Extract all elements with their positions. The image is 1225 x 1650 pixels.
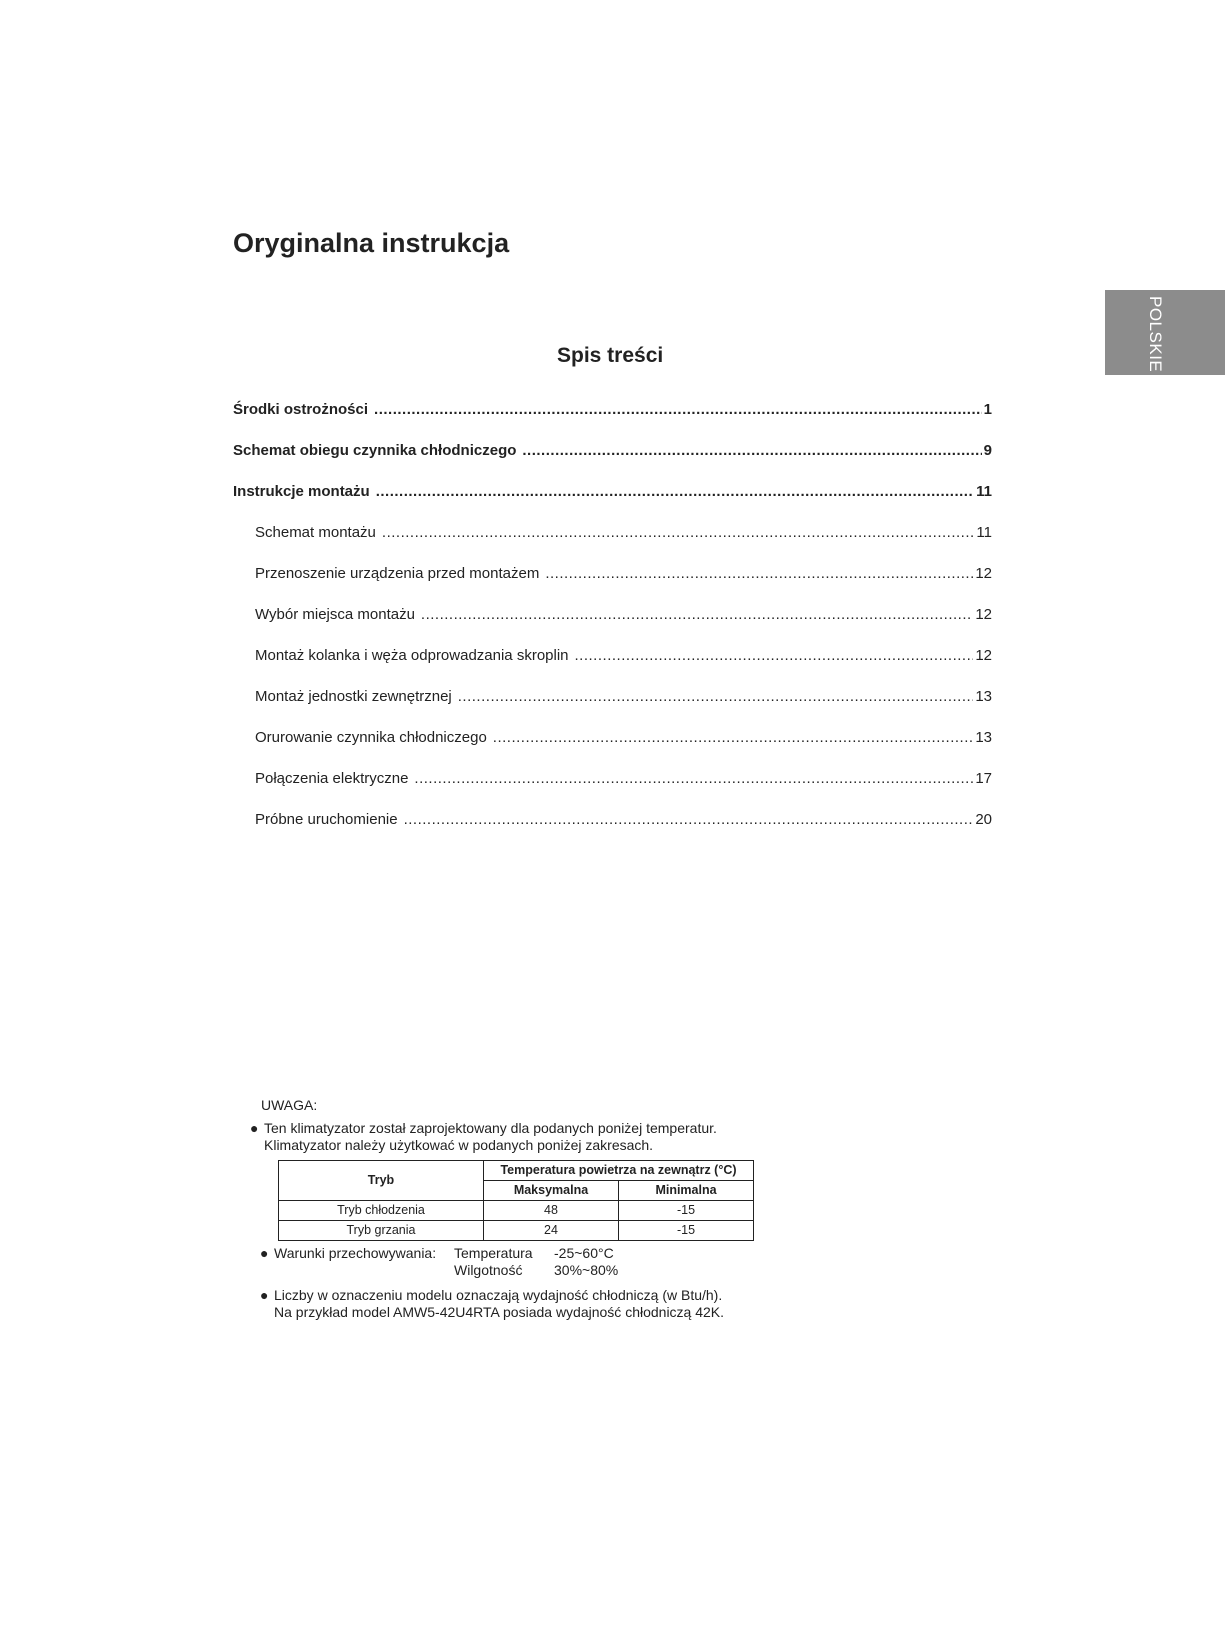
table-header-mode: Tryb: [279, 1161, 484, 1201]
toc-entry-page: 9: [983, 442, 992, 459]
toc-entry-label: Montaż kolanka i węża odprowadzania skroplin: [255, 647, 569, 664]
toc-entry-page: 20: [975, 811, 992, 828]
storage-humidity-value: 30%~80%: [554, 1262, 619, 1278]
toc-entry-page: 12: [975, 647, 992, 664]
toc-subentry[interactable]: [233, 565, 992, 606]
note-title: UWAGA:: [261, 1097, 318, 1113]
toc-entry-page: 17: [975, 770, 992, 787]
bullet-icon: ●: [260, 1287, 269, 1303]
toc-subentry[interactable]: [233, 729, 992, 770]
toc-leader-dots: [382, 524, 975, 542]
storage-humidity-label: Wilgotność: [454, 1262, 523, 1278]
toc-entry-page: 12: [975, 606, 992, 623]
toc-entry-page: 11: [976, 524, 992, 541]
table-cell: Tryb chłodzenia: [279, 1201, 484, 1221]
bullet-icon: ●: [260, 1245, 269, 1261]
toc-entry[interactable]: [233, 401, 992, 442]
toc-entry-label: Połączenia elektryczne: [255, 770, 409, 787]
toc-entry-label: Montaż jednostki zewnętrznej: [255, 688, 452, 705]
note-bullet-temperatures: [250, 1120, 790, 1154]
table-cell: 48: [484, 1201, 619, 1221]
note-text: Ten klimatyzator został zaprojektowany dla podanych poniżej temperatur.: [264, 1120, 717, 1136]
note-bullet-models: [260, 1287, 790, 1321]
toc-leader-dots: [493, 729, 974, 747]
toc-heading: Spis treści: [557, 344, 664, 367]
toc-leader-dots: [522, 442, 981, 460]
toc-leader-dots: [421, 606, 973, 624]
toc-entry-page: 1: [983, 401, 992, 418]
toc-entry-label: Przenoszenie urządzenia przed montażem: [255, 565, 540, 582]
toc-entry-label: Schemat montażu: [255, 524, 376, 541]
toc-subentry[interactable]: [233, 524, 992, 565]
storage-temp-label: Temperatura: [454, 1245, 533, 1261]
toc-subentry[interactable]: [233, 606, 992, 647]
toc-entry-page: 11: [976, 483, 992, 500]
table-cell: -15: [619, 1201, 754, 1221]
table-cell: -15: [619, 1221, 754, 1241]
toc-subentry[interactable]: [233, 647, 992, 688]
toc-subentry[interactable]: [233, 770, 992, 811]
toc-leader-dots: [414, 770, 973, 788]
temperature-table: [278, 1160, 754, 1241]
note-bullet-storage: [260, 1245, 790, 1279]
bullet-icon: ●: [250, 1120, 259, 1136]
toc-subentry[interactable]: [233, 688, 992, 729]
toc-entry-label: Instrukcje montażu: [233, 483, 370, 500]
toc-leader-dots: [575, 647, 974, 665]
toc-subentry[interactable]: [233, 811, 992, 852]
table-header-temperature: Temperatura powietrza na zewnątrz (°C): [484, 1161, 754, 1181]
toc-leader-dots: [404, 811, 974, 829]
toc-entry[interactable]: [233, 483, 992, 524]
table-cell: Tryb grzania: [279, 1221, 484, 1241]
toc-entry-page: 13: [975, 688, 992, 705]
toc-entry-label: Wybór miejsca montażu: [255, 606, 415, 623]
toc-leader-dots: [545, 565, 973, 583]
toc-entry-label: Orurowanie czynnika chłodniczego: [255, 729, 487, 746]
table-of-contents: [233, 401, 992, 852]
toc-entry-label: Próbne uruchomienie: [255, 811, 398, 828]
toc-entry-label: Schemat obiegu czynnika chłodniczego: [233, 442, 517, 459]
note-text: Klimatyzator należy użytkować w podanych poniżej zakresach.: [264, 1137, 654, 1153]
toc-entry[interactable]: [233, 442, 992, 483]
table-row: [279, 1221, 754, 1241]
toc-leader-dots: [376, 483, 974, 501]
note-text: Na przykład model AMW5-42U4RTA posiada wydajność chłodniczą 42K.: [274, 1304, 725, 1320]
note-section: [250, 1097, 790, 1321]
toc-leader-dots: [374, 401, 982, 419]
table-header-max: Maksymalna: [484, 1181, 619, 1201]
storage-label: Warunki przechowywania:: [274, 1245, 437, 1261]
toc-entry-page: 13: [975, 729, 992, 746]
table-row: [279, 1201, 754, 1221]
page-title: Oryginalna instrukcja: [233, 228, 510, 258]
toc-leader-dots: [458, 688, 974, 706]
language-tab-label: POLSKIE: [1146, 296, 1165, 373]
table-header-min: Minimalna: [619, 1181, 754, 1201]
toc-entry-page: 12: [975, 565, 992, 582]
note-text: Liczby w oznaczeniu modelu oznaczają wydajność chłodniczą (w Btu/h).: [274, 1287, 723, 1303]
toc-entry-label: Środki ostrożności: [233, 401, 369, 418]
language-tab: [1105, 290, 1225, 375]
table-cell: 24: [484, 1221, 619, 1241]
storage-temp-value: -25~60°C: [554, 1245, 614, 1261]
